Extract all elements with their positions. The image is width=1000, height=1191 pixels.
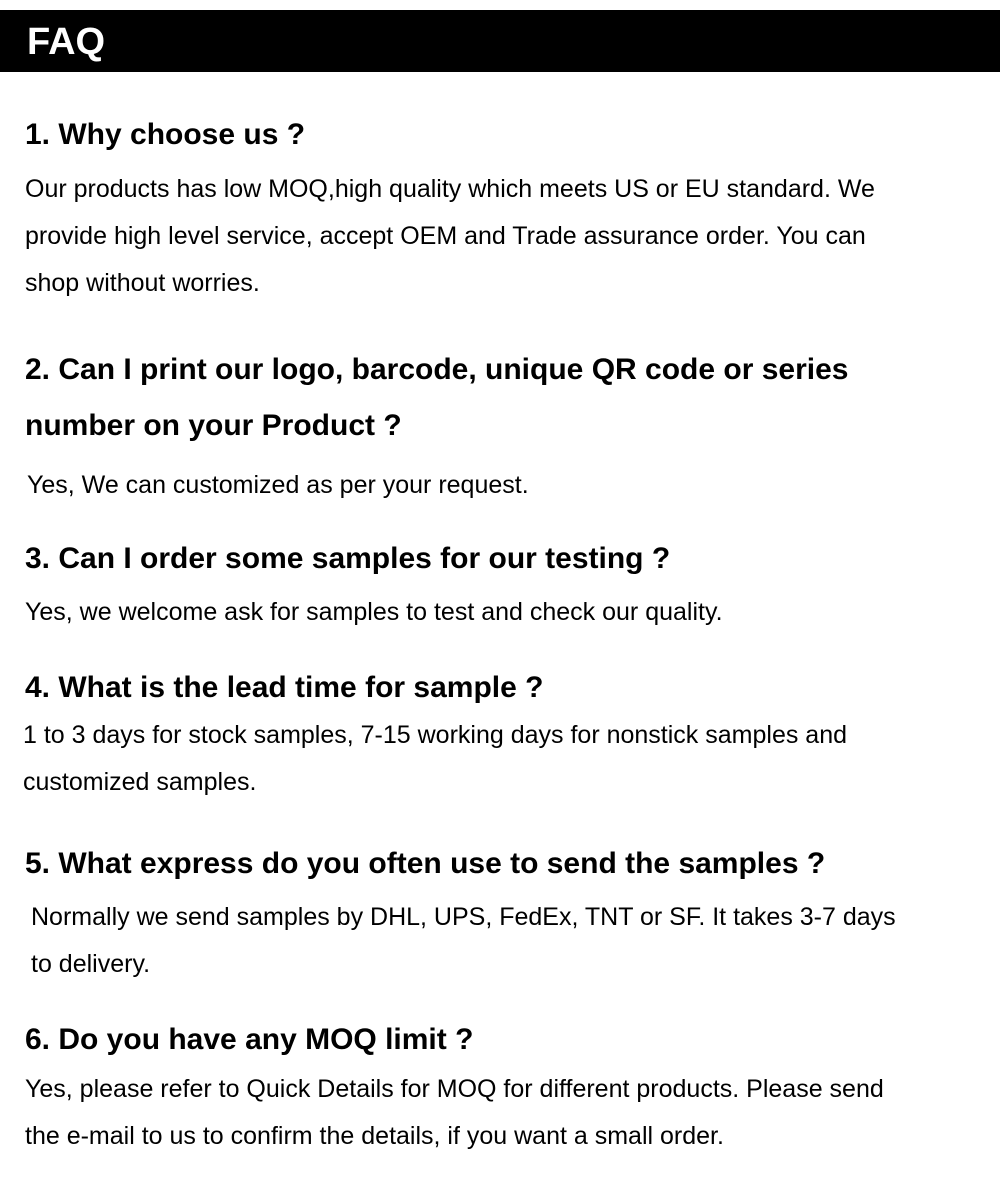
faq-question-3: 3. Can I order some samples for our testing ? [25,542,671,575]
faq-answer-6-line-1: Yes, please refer to Quick Details for MOQ for different products. Please send [25,1075,884,1103]
faq-answer-3: Yes, we welcome ask for samples to test and check our quality. [25,598,723,626]
faq-question-2-line-2: number on your Product ? [25,409,402,442]
faq-answer-1-line-1: Our products has low MOQ,high quality which meets US or EU standard. We [25,175,875,203]
faq-question-1: 1. Why choose us ? [25,118,306,151]
faq-answer-6-line-2: the e-mail to us to confirm the details, if you want a small order. [25,1122,724,1150]
faq-answer-4-line-2: customized samples. [23,768,257,796]
faq-answer-4-line-1: 1 to 3 days for stock samples, 7-15 working days for nonstick samples and [23,721,847,749]
faq-answer-2: Yes, We can customized as per your request. [27,471,529,499]
faq-question-5: 5. What express do you often use to send the samples ? [25,847,826,880]
faq-question-2-line-1: 2. Can I print our logo, barcode, unique QR code or series [25,353,849,386]
faq-question-6: 6. Do you have any MOQ limit ? [25,1023,474,1056]
faq-answer-1-line-3: shop without worries. [25,269,260,297]
faq-answer-5-line-2: to delivery. [31,950,151,978]
faq-answer-1-line-2: provide high level service, accept OEM and Trade assurance order. You can [25,222,866,250]
page-title: FAQ [27,21,106,63]
faq-answer-5-line-1: Normally we send samples by DHL, UPS, FedEx, TNT or SF. It takes 3-7 days [31,903,896,931]
faq-header-bar [0,10,1000,72]
faq-question-4: 4. What is the lead time for sample ? [25,671,544,704]
